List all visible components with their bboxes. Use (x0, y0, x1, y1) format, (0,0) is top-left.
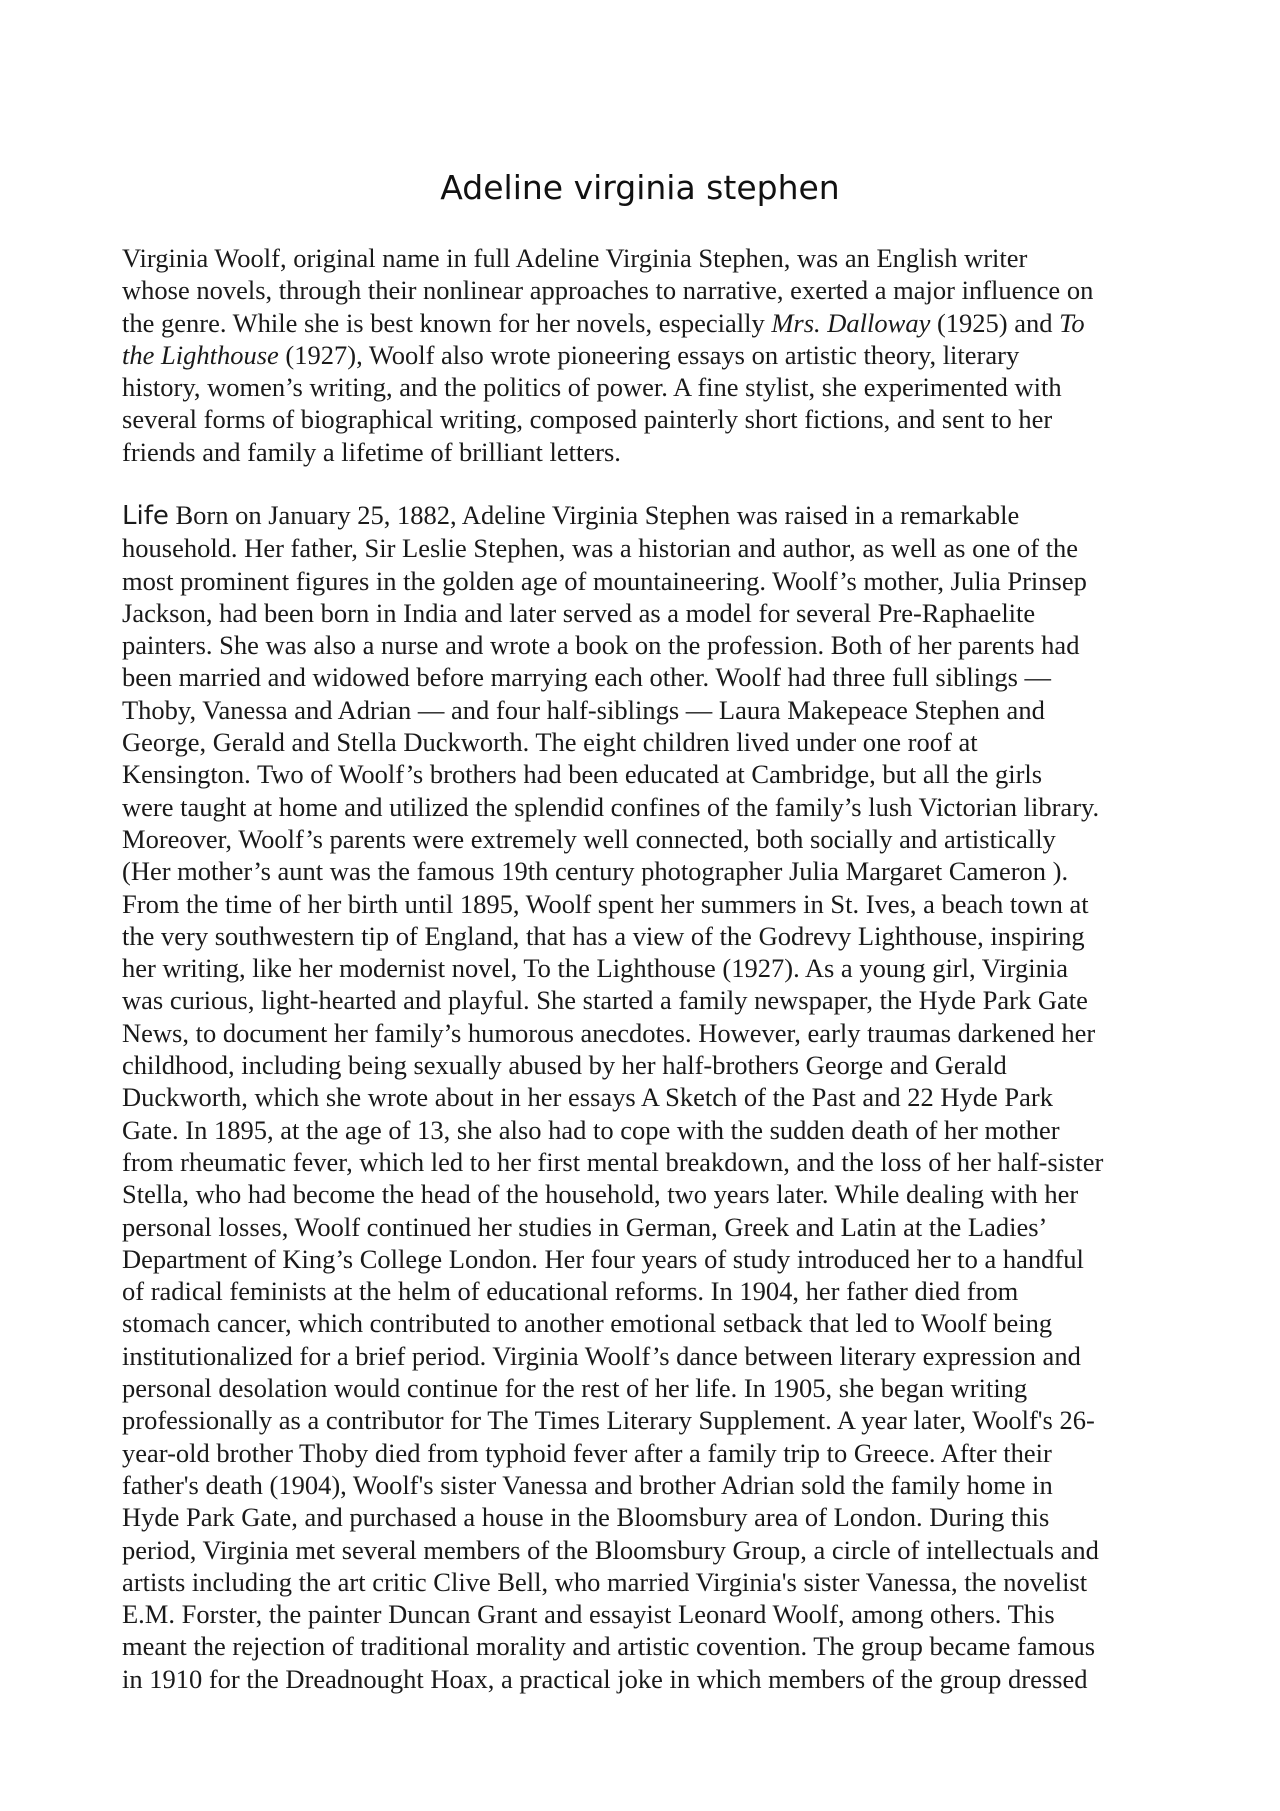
page-title: Adeline virginia stephen (440, 168, 840, 207)
paragraph-line: Thoby, Vanessa and Adrian — and four half-siblings — Laura Makepeace Stephen and (122, 694, 1045, 725)
paragraph-line (122, 436, 1172, 468)
italic-title-text: the Lighthouse (122, 339, 279, 370)
paragraph-line (122, 499, 1172, 532)
paragraph-line (122, 371, 1172, 403)
paragraph-line: in 1910 for the Dreadnought Hoax, a practical joke in which members of the group dressed (122, 1663, 1088, 1694)
paragraph-line: News, to document her family’s humorous anecdotes. However, early traumas darkened her (122, 1017, 1096, 1048)
paragraph-line: Kensington. Two of Woolf’s brothers had been educated at Cambridge, but all the girls (122, 759, 1043, 790)
life-paragraph (122, 499, 1172, 1695)
line-text: (1925) and (930, 307, 1060, 338)
paragraph-line: E.M. Forster, the painter Duncan Grant and essayist Leonard Woolf, among others. This (122, 1599, 1055, 1630)
italic-title-text: To (1059, 307, 1085, 338)
line-text: the genre. While she is best known for her novels, especially (122, 307, 772, 338)
line-text: Virginia Woolf, original name in full Adeline Virginia Stephen, was an English writer (122, 243, 1028, 273)
paragraph-line: from rheumatic fever, which led to her first mental breakdown, and the loss of her half-sister (122, 1146, 1104, 1177)
paragraph-line: her writing, like her modernist novel, To the Lighthouse (1927). As a young girl, Virginia (122, 953, 1069, 984)
paragraph-line (122, 242, 1172, 274)
paragraph-line: Duckworth, which she wrote about in her essays A Sketch of the Past and 22 Hyde Park (122, 1082, 1054, 1113)
paragraph-line: been married and widowed before marrying each other. Woolf had three full siblings — (122, 662, 1052, 693)
paragraph-line: From the time of her birth until 1895, Woolf spent her summers in St. Ives, a beach town at (122, 888, 1089, 919)
paragraph-line: Moreover, Woolf’s parents were extremely well connected, both socially and artistically (122, 823, 1056, 854)
intro-paragraph (122, 242, 1172, 468)
paragraph-line: George, Gerald and Stella Duckworth. The eight children lived under one roof at (122, 727, 978, 758)
paragraph-line: household. Her father, Sir Leslie Stephen, was a historian and author, as well as one of the (122, 533, 1079, 564)
paragraph-line: most prominent figures in the golden age of mountaineering. Woolf’s mother, Julia Prinsep (122, 565, 1087, 596)
paragraph-line: of radical feminists at the helm of educational reforms. In 1904, her father died from (122, 1276, 1019, 1307)
paragraph-line: year-old brother Thoby died from typhoid fever after a family trip to Greece. After their (122, 1437, 1052, 1468)
paragraph-line (122, 274, 1172, 306)
paragraph-line: Stella, who had become the head of the household, two years later. While dealing with her (122, 1179, 1079, 1210)
paragraph-line: institutionalized for a brief period. Virginia Woolf’s dance between literary expression and (122, 1340, 1081, 1371)
line-text: (1927), Woolf also wrote pioneering essays on artistic theory, literary (278, 339, 1020, 370)
paragraph-line: personal losses, Woolf continued her studies in German, Greek and Latin at the Ladies’ (122, 1211, 1048, 1242)
paragraph-line: Hyde Park Gate, and purchased a house in the Bloomsbury area of London. During this (122, 1502, 1050, 1533)
paragraph-line: (Her mother’s aunt was the famous 19th century photographer Julia Margaret Cameron ). (122, 856, 1069, 887)
paragraph-line: artists including the art critic Clive Bell, who married Virginia's sister Vanessa, the novelist (122, 1566, 1088, 1597)
paragraph-line: professionally as a contributor for The Times Literary Supplement. A year later, Woolf's 26- (122, 1405, 1095, 1436)
paragraph-line (122, 339, 1172, 371)
paragraph-line: meant the rejection of traditional morality and artistic covention. The group became famous (122, 1631, 1096, 1662)
paragraph-line (122, 403, 1172, 435)
paragraph-line: childhood, including being sexually abused by her half-brothers George and Gerald (122, 1050, 1007, 1081)
line-text: history, women’s writing, and the politics of power. A fine stylist, she experimented with (122, 372, 1062, 403)
paragraph-line: Jackson, had been born in India and later served as a model for several Pre-Raphaelite (122, 597, 1036, 628)
paragraph-line: father's death (1904), Woolf's sister Vanessa and brother Adrian sold the family home in (122, 1469, 1053, 1500)
paragraph-line: the very southwestern tip of England, that has a view of the Godrevy Lighthouse, inspiring (122, 920, 1085, 951)
paragraph-line: painters. She was also a nurse and wrote a book on the profession. Both of her parents had (122, 630, 1080, 661)
section-label-life: Life (122, 501, 169, 531)
line-text: whose novels, through their nonlinear approaches to narrative, exerted a major influence on (122, 275, 1094, 306)
paragraph-line: period, Virginia met several members of the Bloomsbury Group, a circle of intellectuals and (122, 1534, 1099, 1565)
paragraph-line: was curious, light-hearted and playful. She started a family newspaper, the Hyde Park Gate (122, 985, 1088, 1016)
paragraph-line: were taught at home and utilized the splendid confines of the family’s lush Victorian library. (122, 791, 1100, 822)
paragraph-line: Gate. In 1895, at the age of 13, she also had to cope with the sudden death of her mother (122, 1114, 1060, 1145)
italic-title-text: Mrs. Dalloway (771, 307, 931, 338)
paragraph-line (122, 307, 1172, 339)
line-text: friends and family a lifetime of brilliant letters. (122, 436, 621, 467)
line-text: several forms of biographical writing, composed painterly short fictions, and sent to her (122, 404, 1053, 435)
paragraph-line: Department of King’s College London. Her four years of study introduced her to a handful (122, 1243, 1084, 1274)
life-first-line-text: Born on January 25, 1882, Adeline Virginia Stephen was raised in a remarkable (168, 500, 1020, 530)
paragraph-line: stomach cancer, which contributed to another emotional setback that led to Woolf being (122, 1308, 1053, 1339)
paragraph-line: personal desolation would continue for the rest of her life. In 1905, she began writing (122, 1373, 1028, 1404)
